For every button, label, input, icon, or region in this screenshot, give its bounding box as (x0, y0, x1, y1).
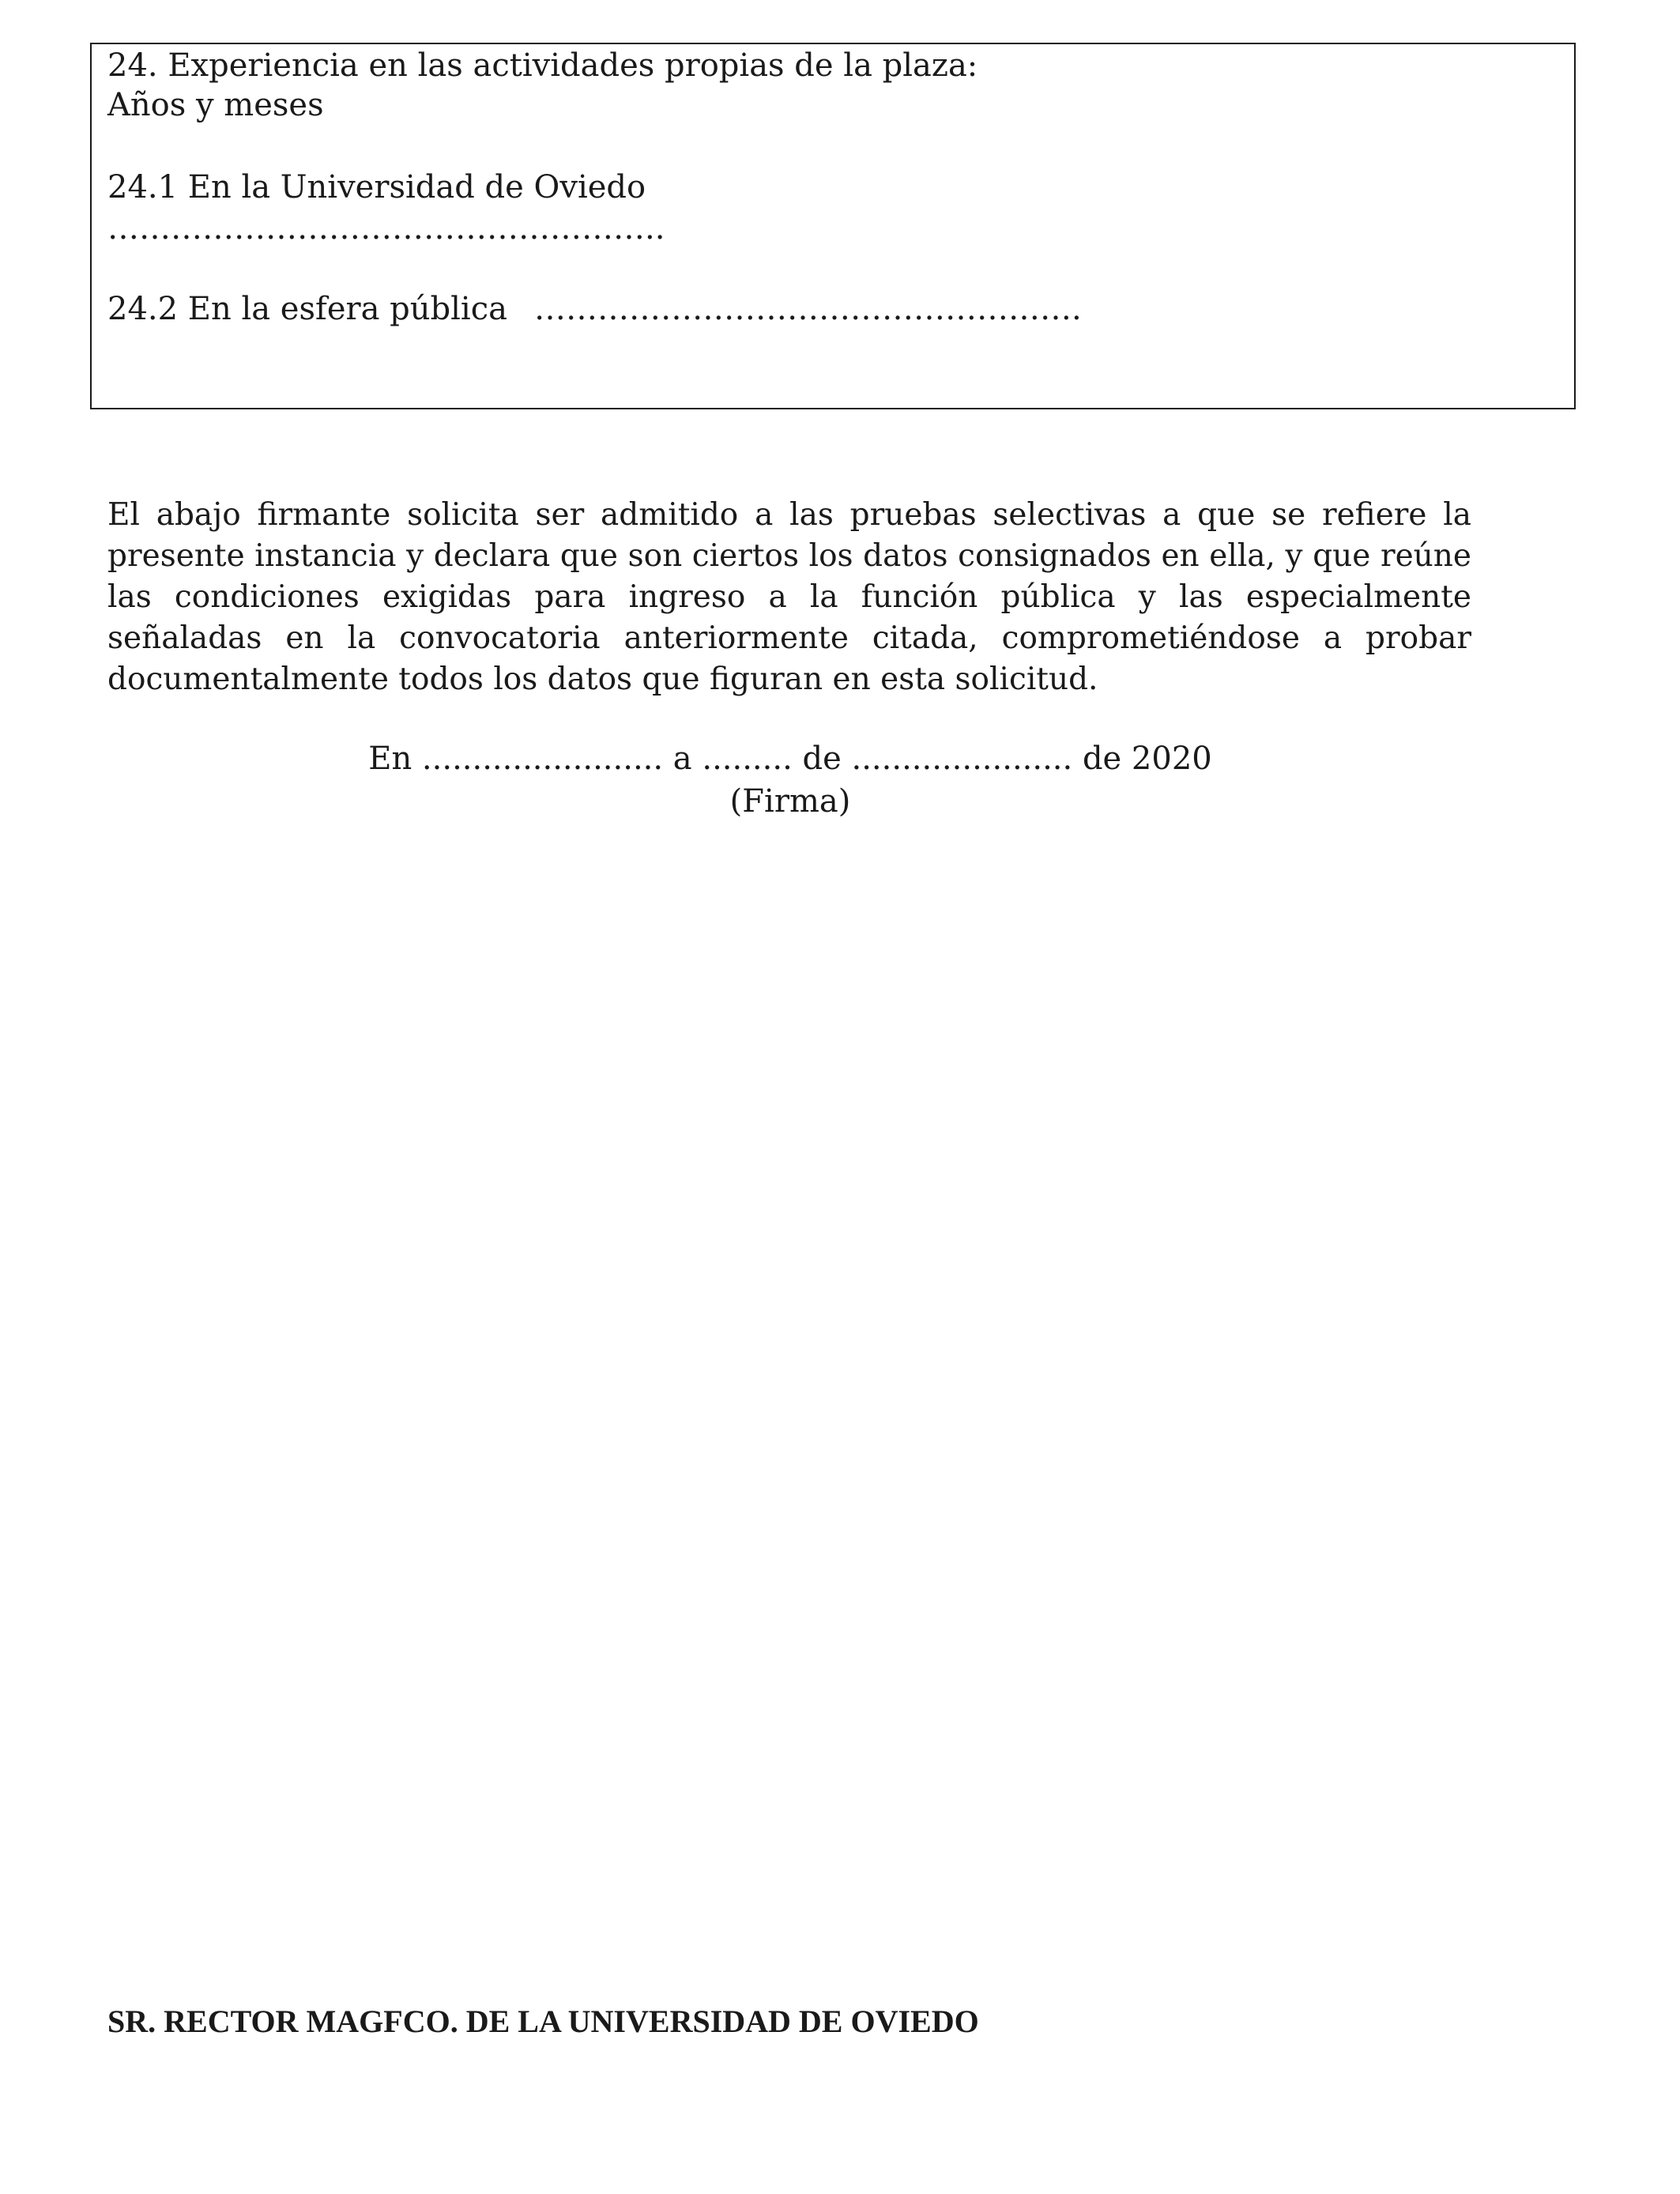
experience-public-field[interactable]: ……………………………………………. (534, 291, 1082, 327)
experience-university-field[interactable]: …………………………………………….. (107, 210, 665, 247)
experience-title: 24. Experiencia en las actividades propias de la plaza: Años y meses (107, 47, 978, 123)
experience-university-label: 24.1 En la Universidad de Oviedo (107, 169, 646, 205)
addressee-line: SR. RECTOR MAGFCO. DE LA UNIVERSIDAD DE OVIEDO (107, 2004, 979, 2039)
signature-label: (Firma) (729, 783, 851, 820)
place-date-line[interactable]: En ........................ a ......... de ...................... de 2020 (368, 741, 1212, 777)
experience-public-label: 24.2 En la esfera pública (107, 291, 507, 327)
declaration-paragraph: El abajo firmante solicita ser admitido a las pruebas selectivas a que se refiere la presente instancia y declara que son ciertos los datos consignados en ella, y que reúne las condiciones exigidas para ingreso a la función pública y las especialmente señaladas en la convocatoria anteriormente citada, comprometiéndose a probar documentalmente todos los datos que figuran en esta solicitud. (107, 497, 1471, 697)
